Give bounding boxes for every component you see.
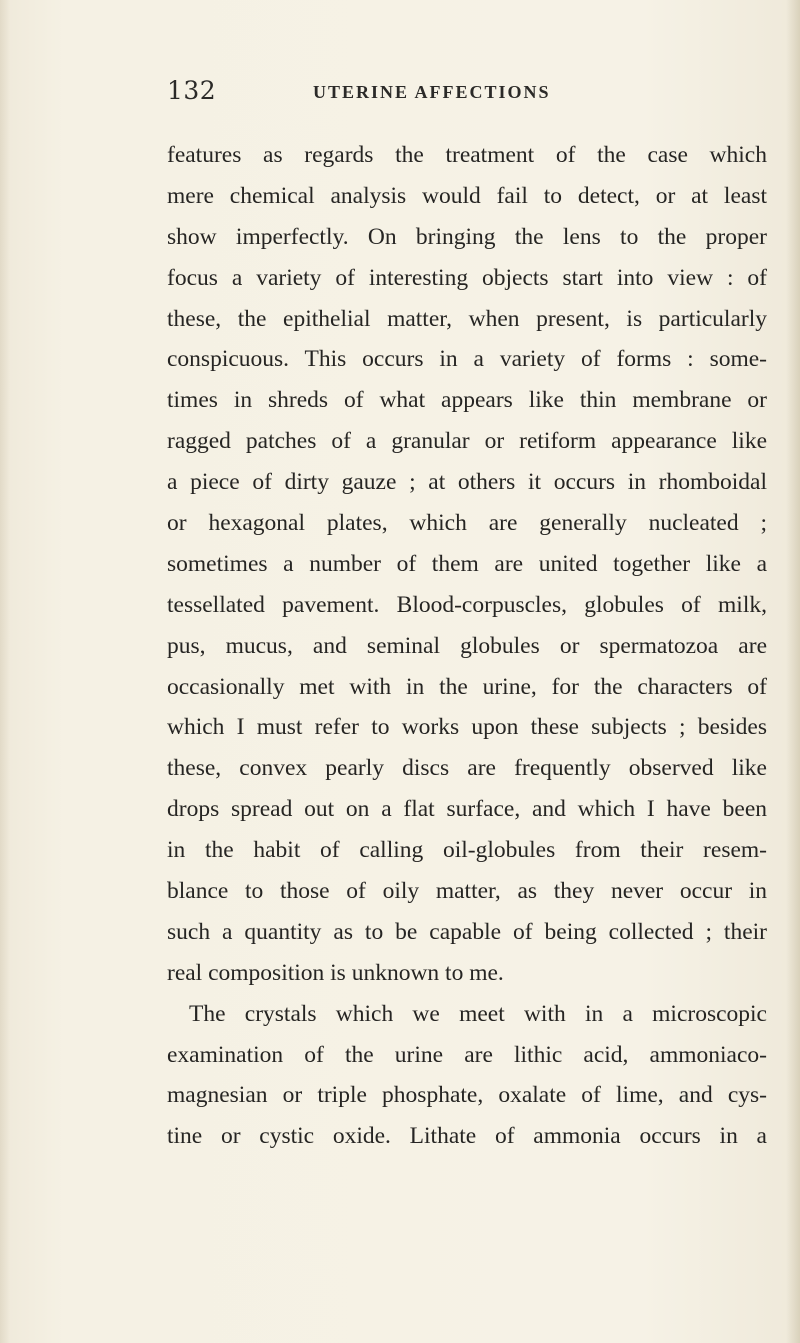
text-line-24: magnesian or triple phosphate, oxalate of lime, and cys- [167, 1082, 767, 1109]
text-line-9: a piece of dirty gauze ; at others it occurs in rhomboidal [167, 469, 767, 496]
text-line-17: drops spread out on a flat surface, and which I have been [167, 796, 767, 823]
text-line-10: or hexagonal plates, which are generally nucleated ; [167, 510, 767, 537]
text-line-1: features as regards the treatment of the case which [167, 142, 767, 168]
text-line-20: such a quantity as to be capable of being collected ; their [167, 918, 767, 945]
page-gutter-shadow [0, 0, 10, 1343]
text-line-12: tessellated pavement. Blood-corpuscles, globules of milk, [167, 591, 767, 618]
text-line-4: focus a variety of interesting objects start into view : of [167, 264, 767, 291]
text-line-15: which I must refer to works upon these subjects ; besides [167, 714, 767, 741]
text-line-6: conspicuous. This occurs in a variety of forms : some- [167, 346, 767, 373]
text-line-18: in the habit of calling oil-globules from their resem- [167, 837, 767, 864]
text-line-23: examination of the urine are lithic acid, ammoniaco- [167, 1041, 767, 1068]
page-number: 132 [167, 76, 217, 105]
text-line-21: real composition is unknown to me. [167, 959, 504, 986]
text-line-13: pus, mucus, and seminal globules or spermatozoa are [167, 632, 767, 659]
text-line-16: these, convex pearly discs are frequently observed like [167, 755, 767, 782]
page-edge-shadow [786, 0, 800, 1343]
text-line-8: ragged patches of a granular or retiform appearance like [167, 428, 767, 455]
running-head: UTERINE AFFECTIONS [313, 82, 551, 102]
text-line-11: sometimes a number of them are united together like a [167, 550, 767, 577]
text-line-14: occasionally met with in the urine, for the characters of [167, 673, 767, 700]
page-header [167, 76, 603, 112]
text-line-3: show imperfectly. On bringing the lens to the proper [167, 223, 767, 250]
text-line-2: mere chemical analysis would fail to detect, or at least [167, 182, 767, 209]
text-line-7: times in shreds of what appears like thin membrane or [167, 387, 767, 414]
text-line-19: blance to those of oily matter, as they never occur in [167, 878, 767, 905]
text-line-22: The crystals which we meet with in a microscopic [189, 1000, 767, 1027]
body-text [167, 135, 767, 1157]
text-line-5: these, the epithelial matter, when present, is particularly [167, 305, 767, 332]
text-line-25: tine or cystic oxide. Lithate of ammonia occurs in a [167, 1123, 767, 1150]
